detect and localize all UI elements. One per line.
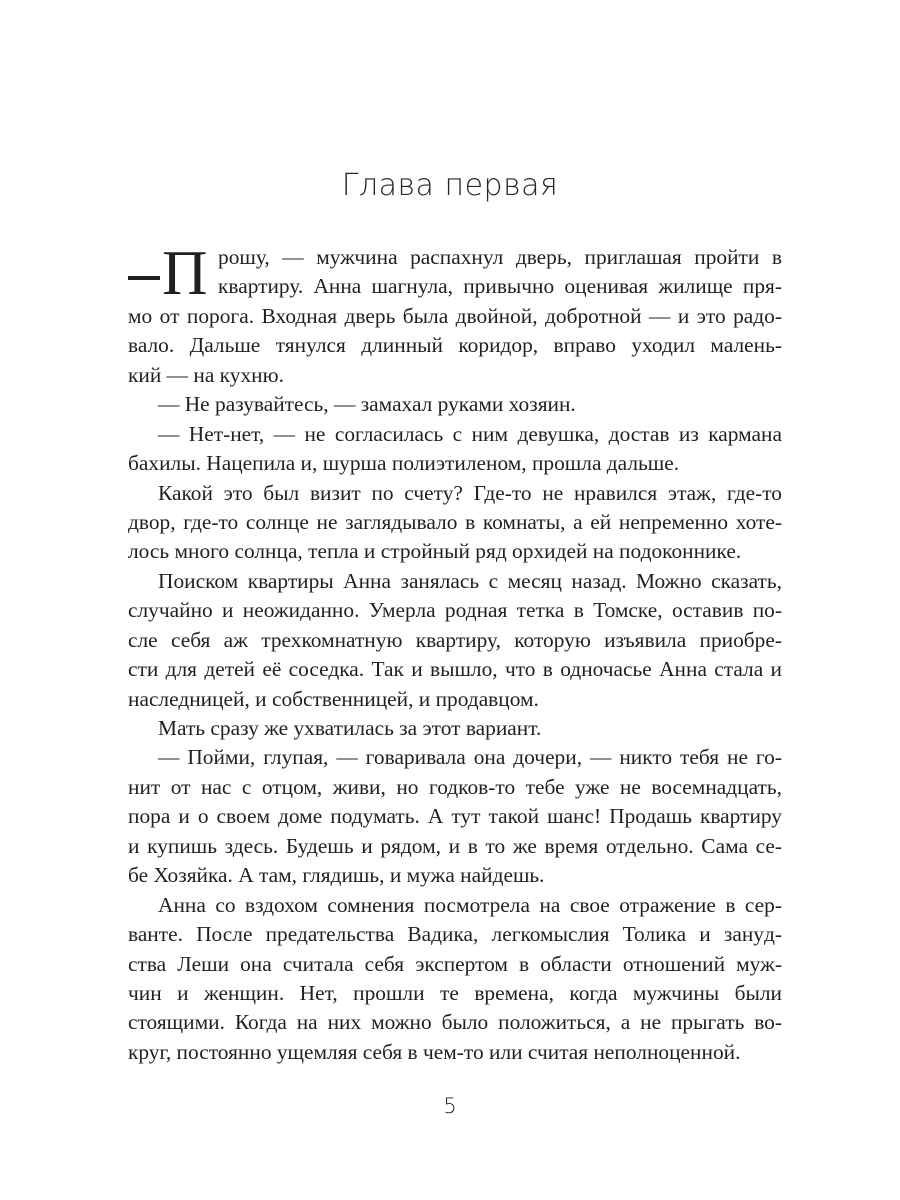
text-line: ванте. После предательства Вадика, легкомыслия Толика и занyд-: [128, 922, 782, 947]
text-line: случайно и неожиданно. Умерла родная тетка в Томске, оставив по-: [128, 598, 782, 623]
text-line: стоящими. Когда на них можно было положиться, а не прыгать во-: [128, 1010, 782, 1035]
text-line: двор, где-то солнце не заглядывало в комнаты, а ей непременно хоте-: [128, 509, 782, 534]
text-line: наследницей, и собственницей, и продавцом.: [128, 686, 539, 711]
text-line: — Пойми, глупая, — говаривала она дочери, — никто тебя не го-: [158, 745, 782, 770]
drop-cap-letter: П: [162, 238, 208, 308]
drop-cap: [128, 238, 208, 308]
text-line: кий — на кухню.: [128, 362, 284, 387]
text-line: рошу, — мужчина распахнул дверь, приглашая пройти в: [218, 245, 782, 269]
text-line: лось много солнца, тепла и стройный ряд орхидей на подоконнике.: [128, 539, 742, 564]
text-line: круг, постоянно ущемляя себя в чем-то или считая неполноценной.: [128, 1039, 741, 1064]
text-line: — Не разувайтесь, — замахал руками хозяин.: [158, 392, 576, 417]
text-line: пора и о своем доме подумать. А тут такой шанс! Продашь квартиру: [128, 804, 782, 829]
text-line: Мать сразу же ухватилась за этот вариант.: [158, 716, 542, 740]
text-line: бе Хозяйка. А там, глядишь, и мужа найдешь.: [128, 863, 545, 888]
text-line: бахилы. Нацепила и, шурша полиэтиленом, прошла дальше.: [128, 451, 680, 476]
chapter-title: Глава первая: [341, 168, 559, 203]
text-line: чин и женщин. Нет, прошли те времена, когда мужчины были: [128, 980, 782, 1005]
text-line: и купишь здесь. Будешь и рядом, и в то же время отдельно. Сама се-: [128, 833, 782, 858]
drop-cap-dash: [128, 276, 160, 280]
text-line: — Нет-нет, — не согласилась с ним девушка, достав из кармана: [158, 421, 782, 446]
page-number: 5: [443, 1094, 457, 1118]
body-text: [128, 238, 782, 1067]
text-line: Какой это был визит по счету? Где-то не нравился этаж, где-то: [158, 480, 782, 505]
text-line: Анна со вздохом сомнения посмотрела на свое отражение в сер-: [158, 892, 782, 917]
text-line: сле себя аж трехкомнатную квартиру, которую изъявила приобре-: [128, 627, 782, 652]
text-line: нит от нас с отцом, живи, но годков-то тебе уже не восемнадцать,: [128, 774, 782, 799]
text-line: сти для детей её соседка. Так и вышло, что в одночасье Анна стала и: [128, 657, 782, 682]
text-line: вало. Дальше тянулся длинный коридор, вправо уходил малень-: [128, 333, 782, 358]
text-line: Поиском квартиры Анна занялась с месяц назад. Можно сказать,: [158, 568, 782, 593]
text-line: квартиру. Анна шагнула, привычно оценивая жилище пря-: [218, 274, 782, 299]
text-line: мо от порога. Входная дверь была двойной, добротной — и это радо-: [128, 303, 782, 328]
text-line: ства Леши она считала себя экспертом в области отношений муж-: [128, 951, 782, 976]
